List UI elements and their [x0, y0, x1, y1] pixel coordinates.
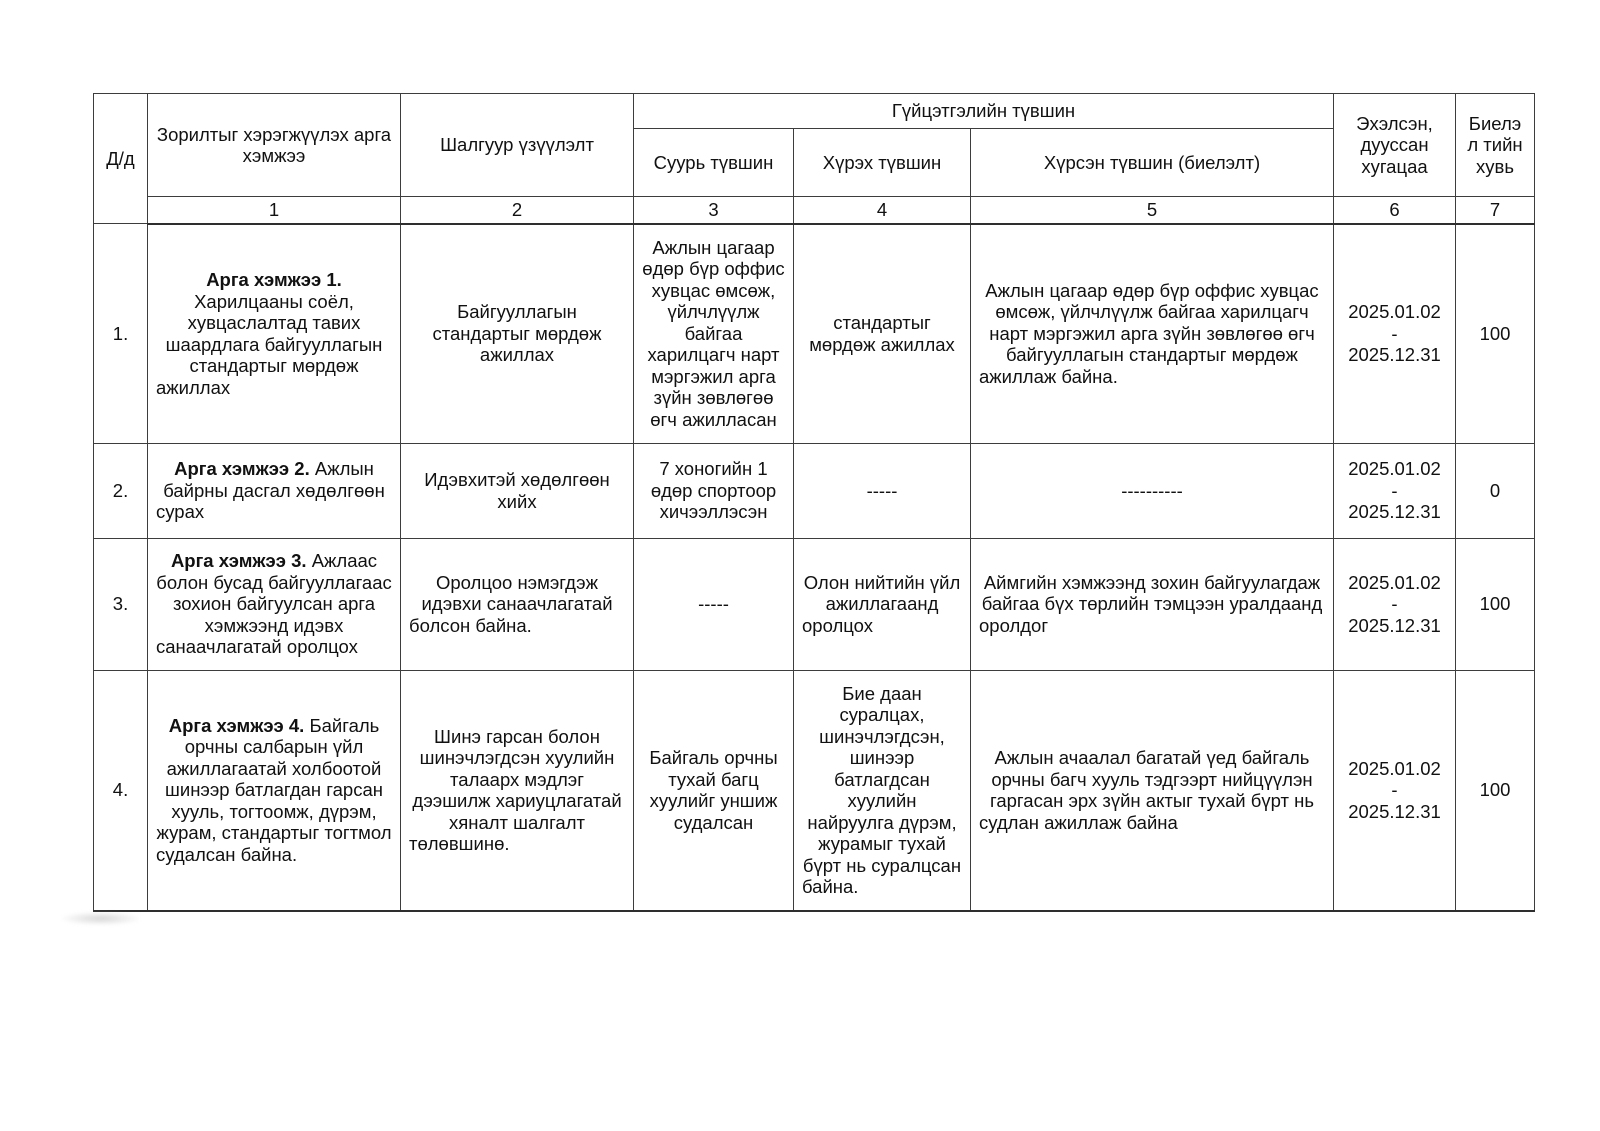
- cell-target-level: Бие даан суралцах, шинэчлэгдсэн, шинээр батлагдсан хуулийн найруулга дүрэм, журамыг тухай бүрт нь суралцсан байна.: [794, 670, 971, 911]
- table-row: [94, 538, 1535, 670]
- cell-measure: [148, 670, 401, 911]
- header-base-level-cell: Суурь түвшин: [634, 129, 794, 197]
- cell-number: 1.: [94, 224, 148, 444]
- header-percent-cell: Биелэл тийн хувь: [1456, 94, 1535, 197]
- period-end: 2025.12.31: [1348, 344, 1441, 366]
- cell-criteria: Идэвхитэй хөдөлгөөн хийх: [401, 443, 634, 538]
- period-separator: -: [1391, 593, 1398, 615]
- scan-smudge: [62, 912, 140, 925]
- period-end: 2025.12.31: [1348, 800, 1441, 822]
- cell-percent: 100: [1456, 224, 1535, 444]
- column-number-cell: 2: [401, 197, 634, 224]
- cell-criteria: Байгууллагын стандартыг мөрдөж ажиллах: [401, 224, 634, 444]
- cell-period: [1334, 538, 1456, 670]
- period-start: 2025.01.02: [1348, 301, 1441, 323]
- column-number-cell: 3: [634, 197, 794, 224]
- header-performance-cell: Гүйцэтгэлийн түвшин: [634, 94, 1334, 129]
- cell-measure: [148, 224, 401, 444]
- cell-target-level: -----: [794, 443, 971, 538]
- cell-achieved-level: Ажлын ачаалал багатай үед байгаль орчны багч хууль тэдгээрт нийцүүлэн гаргасан эрх зүйн актыг тухай бүрт нь судлан ажиллаж байна: [971, 670, 1334, 911]
- cell-criteria: Оролцоо нэмэгдэж идэвхи санаачлагатай болсон байна.: [401, 538, 634, 670]
- table-row: [94, 670, 1535, 911]
- cell-target-level: стандартыг мөрдөж ажиллах: [794, 224, 971, 444]
- period-separator: -: [1391, 479, 1398, 501]
- column-number-cell: 4: [794, 197, 971, 224]
- cell-base-level: 7 хоногийн 1 өдөр спортоор хичээллэсэн: [634, 443, 794, 538]
- header-achieved-level-cell: Хүрсэн түвшин (биелэлт): [971, 129, 1334, 197]
- cell-base-level: -----: [634, 538, 794, 670]
- cell-achieved-level: Аймгийн хэмжээнд зохин байгуулагдаж байгаа бүх төрлийн тэмцээн уралдаанд оролдог: [971, 538, 1334, 670]
- header-measure-cell: Зорилтыг хэрэгжүүлэх арга хэмжээ: [148, 94, 401, 197]
- period-separator: -: [1391, 779, 1398, 801]
- column-number-cell: 5: [971, 197, 1334, 224]
- cell-percent: 100: [1456, 670, 1535, 911]
- cell-period: [1334, 224, 1456, 444]
- cell-achieved-level: Ажлын цагаар өдөр бүр оффис хувцас өмсөж, үйлчлүүлж байгаа харилцагч нарт мэргэжил арга зүйн зөвлөгөө өгч байгууллагын стандартыг мөрдөж ажиллаж байна.: [971, 224, 1334, 444]
- cell-criteria: Шинэ гарсан болон шинэчлэгдсэн хуулийн талаарх мэдлэг дээшилж хариуцлагатай хяналт шалгалт төлөвшинө.: [401, 670, 634, 911]
- cell-target-level: Олон нийтийн үйл ажиллагаанд оролцох: [794, 538, 971, 670]
- header-target-level-cell: Хүрэх түвшин: [794, 129, 971, 197]
- cell-percent: 0: [1456, 443, 1535, 538]
- measure-title: Арга хэмжээ 3.: [170, 550, 307, 572]
- period-end: 2025.12.31: [1348, 501, 1441, 523]
- table-row: [94, 443, 1535, 538]
- measure-text: Ажлын байрны дасгал хөдөлгөөн сурах: [156, 458, 385, 523]
- cell-measure: [148, 443, 401, 538]
- period-start: 2025.01.02: [1348, 571, 1441, 593]
- cell-number: 4.: [94, 670, 148, 911]
- table-row: [94, 224, 1535, 444]
- measure-text: Харилцааны соёл, хувцаслалтад тавих шаардлага байгууллагын стандартыг мөрдөж ажиллах: [156, 290, 383, 398]
- cell-achieved-level: ----------: [971, 443, 1334, 538]
- cell-number: 3.: [94, 538, 148, 670]
- period-start: 2025.01.02: [1348, 757, 1441, 779]
- header-criteria-cell: Шалгуур үзүүлэлт: [401, 94, 634, 197]
- column-number-cell: 1: [148, 197, 401, 224]
- column-number-cell: 6: [1334, 197, 1456, 224]
- column-number-cell: 7: [1456, 197, 1535, 224]
- measure-text: Ажлаас болон бусад байгууллагаас зохион байгуулсан арга хэмжээнд идэвх санаачлагатай оролцох: [156, 550, 392, 658]
- measure-title: Арга хэмжээ 4.: [168, 714, 305, 736]
- measure-title: Арга хэмжээ 2.: [174, 458, 310, 480]
- cell-period: [1334, 670, 1456, 911]
- cell-period: [1334, 443, 1456, 538]
- cell-measure: [148, 538, 401, 670]
- cell-base-level: Ажлын цагаар өдөр бүр оффис хувцас өмсөж, үйлчлүүлж байгаа харилцагч нарт мэргэжил арга зүйн зөвлөгөө өгч ажилласан: [634, 224, 794, 444]
- performance-report-table: [93, 93, 1534, 912]
- cell-percent: 100: [1456, 538, 1535, 670]
- cell-number: 2.: [94, 443, 148, 538]
- period-separator: -: [1391, 322, 1398, 344]
- period-start: 2025.01.02: [1348, 458, 1441, 480]
- measure-title: Арга хэмжээ 1.: [206, 269, 342, 290]
- period-end: 2025.12.31: [1348, 614, 1441, 636]
- header-dd-cell: Д/д: [94, 94, 148, 224]
- header-period-cell: Эхэлсэн, дууссан хугацаа: [1334, 94, 1456, 197]
- cell-base-level: Байгаль орчны тухай багц хуулийг уншиж судалсан: [634, 670, 794, 911]
- measure-text: Байгаль орчны салбарын үйл ажиллагаатай холбоотой шинээр батлагдан гарсан хууль, тогтоомж, дүрэм, журам, стандартыг тогтмол судалсан байна.: [156, 714, 392, 865]
